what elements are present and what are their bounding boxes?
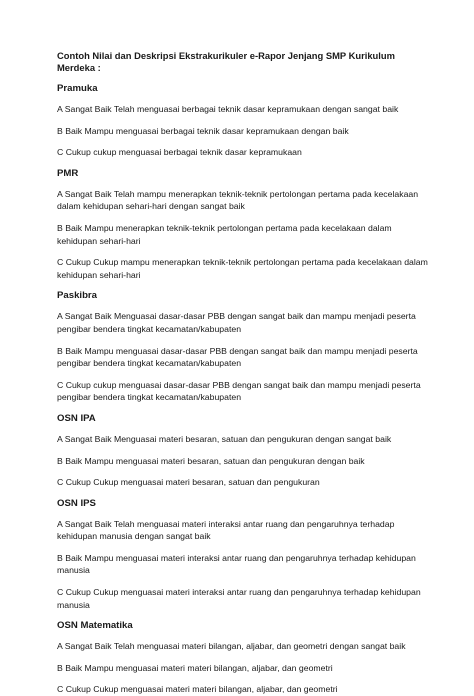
grade-item-b: B Baik Mampu menerapkan teknik-teknik pertolongan pertama pada kecelakaan dalam kehidupan sehari-hari: [57, 222, 392, 246]
section-title: OSN IPS: [57, 497, 96, 509]
grade-item-b: B Baik Mampu menguasai berbagai teknik dasar kepramukaan dengan baik: [57, 125, 349, 136]
grade-item-c: C Cukup cukup menguasai berbagai teknik dasar kepramukaan: [57, 147, 302, 158]
grade-item-c: C Cukup Cukup menguasai materi materi bilangan, aljabar, dan geometri: [57, 684, 338, 695]
section-title: Paskibra: [57, 290, 98, 302]
grade-item-b: B Baik Mampu menguasai materi besaran, satuan dan pengukuran dengan baik: [57, 455, 365, 466]
grade-item-a: A Sangat Baik Menguasai dasar-dasar PBB dengan sangat baik dan mampu menjadi peserta pengibar bendera tingkat kecamatan/kabupaten: [57, 311, 416, 334]
grade-item-c: C Cukup cukup menguasai dasar-dasar PBB dengan sangat baik dan mampu menjadi peserta pengibar bendera tingkat kecamatan/kabupaten: [57, 379, 421, 403]
section-pramuka: [57, 83, 434, 159]
document-title: Contoh Nilai dan Deskripsi Ekstrakurikuler e-Rapor Jenjang SMP Kurikulum Merdeka :: [57, 50, 395, 73]
grade-item-c: C Cukup Cukup mampu menerapkan teknik-teknik pertolongan pertama pada kecelakaan dalam kehidupan sehari-hari: [57, 257, 428, 280]
grade-item-c: C Cukup Cukup menguasai materi interaksi antar ruang dan pengaruhnya terhadap kehidupan manusia: [57, 587, 421, 610]
grade-item-b: B Baik Mampu menguasai materi materi bilangan, aljabar, dan geometri: [57, 662, 333, 673]
grade-item-c: C Cukup Cukup menguasai materi besaran, satuan dan pengukuran: [57, 477, 320, 488]
section-title: PMR: [57, 167, 79, 179]
grade-item-b: B Baik Mampu menguasai dasar-dasar PBB dengan sangat baik dan mampu menjadi peserta pengibar bendera tingkat kecamatan/kabupaten: [57, 345, 418, 369]
grade-item-a: A Sangat Baik Menguasai materi besaran, satuan dan pengukuran dengan sangat baik: [57, 433, 392, 444]
section-paskibra: [57, 290, 434, 404]
section-pmr: [57, 168, 434, 282]
section-title: Pramuka: [57, 83, 98, 94]
grade-item-a: A Sangat Baik Telah menguasai berbagai teknik dasar kepramukaan dengan sangat baik: [57, 104, 399, 114]
grade-item-b: B Baik Mampu menguasai materi interaksi antar ruang dan pengaruhnya terhadap kehidupan manusia: [57, 552, 416, 576]
grade-item-a: A Sangat Baik Telah menguasai materi interaksi antar ruang dan pengaruhnya terhadap kehidupan manusia dengan sangat baik: [57, 518, 395, 542]
section-title: OSN Matematika: [57, 620, 133, 632]
section-title: OSN IPA: [57, 412, 96, 424]
section-osn-ips: [57, 498, 434, 612]
grade-item-a: A Sangat Baik Telah mampu menerapkan teknik-teknik pertolongan pertama pada kecelakaan dalam kehidupan sehari-hari dengan sangat baik: [57, 188, 419, 212]
grade-item-a: A Sangat Baik Telah menguasai materi bilangan, aljabar, dan geometri dengan sangat baik: [57, 641, 406, 652]
section-osn-ipa: [57, 413, 434, 489]
